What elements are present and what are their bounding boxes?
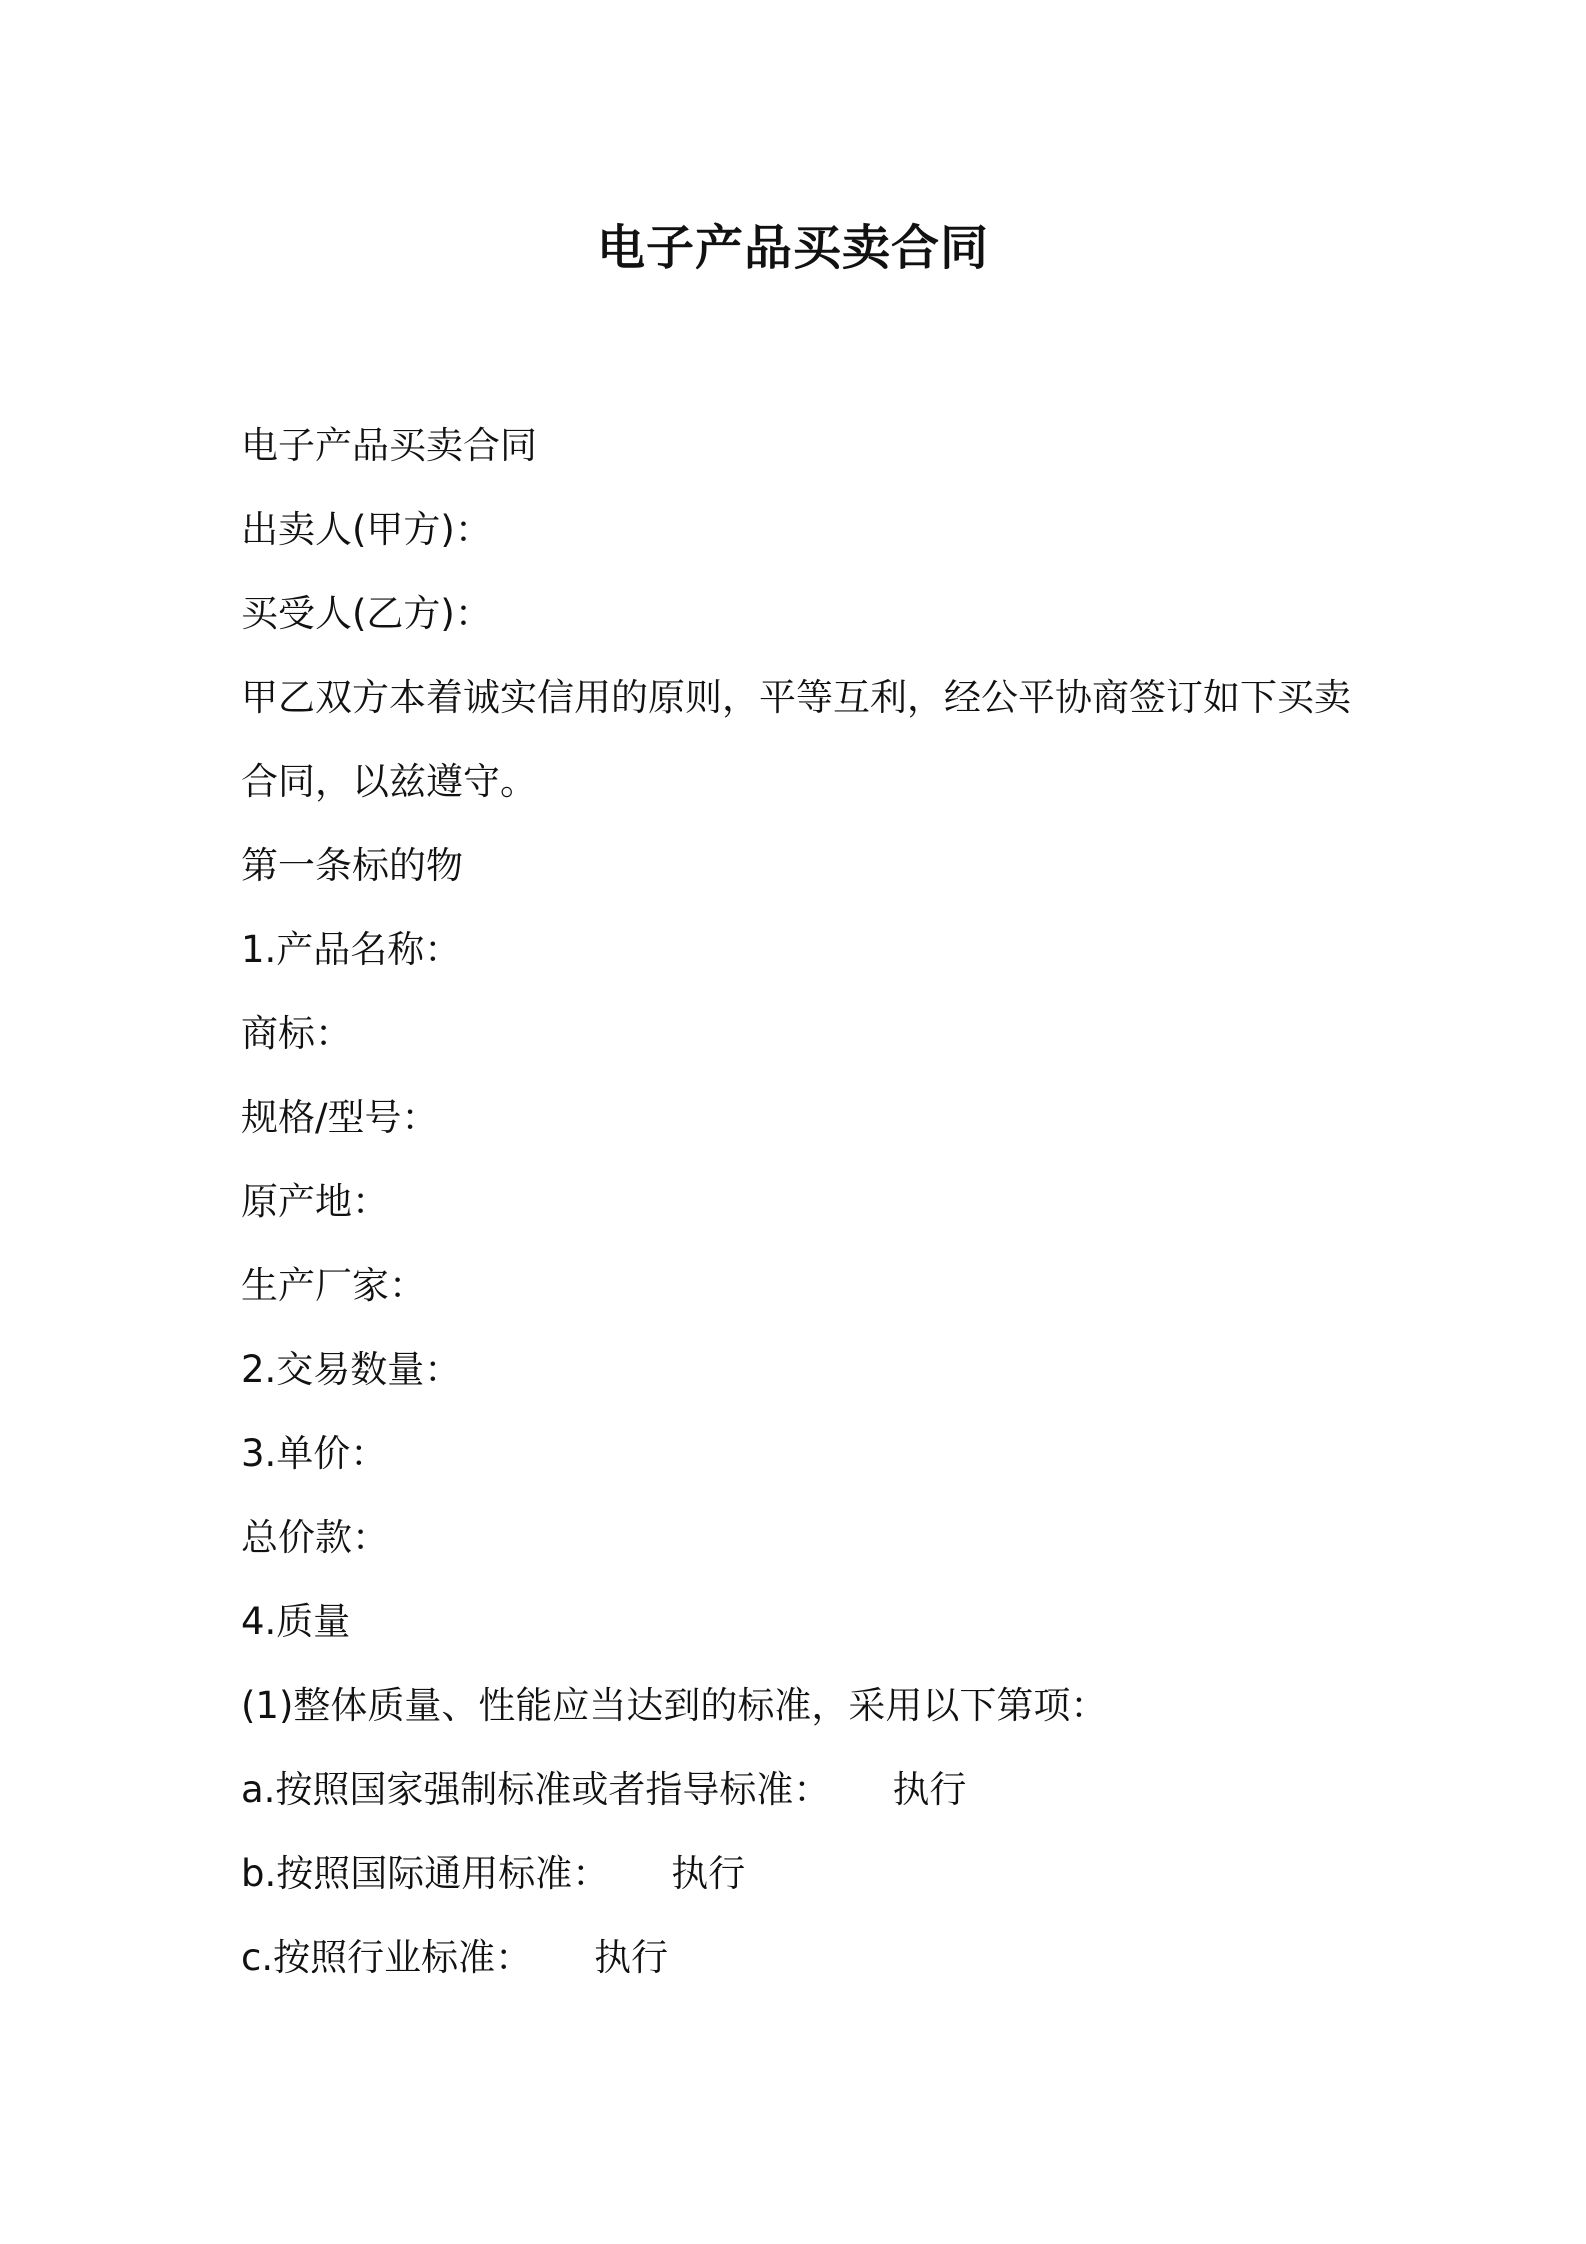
contract-body: [241, 404, 1391, 2000]
body-line-product-name: 1.产品名称：: [241, 928, 462, 971]
body-line-model: 规格/型号：: [241, 1096, 439, 1139]
body-line-quality-standard: (1)整体质量、性能应当达到的标准，采用以下第项：: [241, 1684, 1108, 1727]
body-line-article-1: 第一条标的物: [241, 844, 463, 887]
body-line-total-price: 总价款：: [241, 1516, 389, 1559]
document-title: 电子产品买卖合同: [596, 220, 989, 276]
body-line-preamble-1: 甲乙双方本着诚实信用的原则，平等互利，经公平协商签订如下买卖: [241, 676, 1351, 719]
body-line-origin: 原产地：: [241, 1180, 389, 1223]
standard-action: 执行: [594, 1936, 669, 1979]
standard-label: c.按照行业标准：: [241, 1936, 533, 1979]
standard-item-industry: [241, 1916, 1391, 2000]
standard-action: 执行: [671, 1852, 746, 1895]
body-line-buyer: 买受人(乙方)：: [241, 592, 492, 635]
body-line-quantity: 2.交易数量：: [241, 1348, 462, 1391]
body-line-preamble-2: 合同，以兹遵守。: [241, 760, 537, 803]
body-line-unit-price: 3.单价：: [241, 1432, 388, 1475]
standard-label: b.按照国际通用标准：: [241, 1852, 610, 1895]
standard-label: a.按照国家强制标准或者指导标准：: [241, 1768, 831, 1811]
body-line-manufacturer: 生产厂家：: [241, 1264, 426, 1307]
body-line-heading: 电子产品买卖合同: [241, 424, 537, 467]
body-line-seller: 出卖人(甲方)：: [241, 508, 492, 551]
standard-item-national: [241, 1748, 1391, 1832]
standard-action: 执行: [892, 1768, 967, 1811]
standard-item-international: [241, 1832, 1391, 1916]
body-line-quality: 4.质量: [241, 1600, 351, 1643]
body-line-trademark: 商标：: [241, 1012, 352, 1055]
